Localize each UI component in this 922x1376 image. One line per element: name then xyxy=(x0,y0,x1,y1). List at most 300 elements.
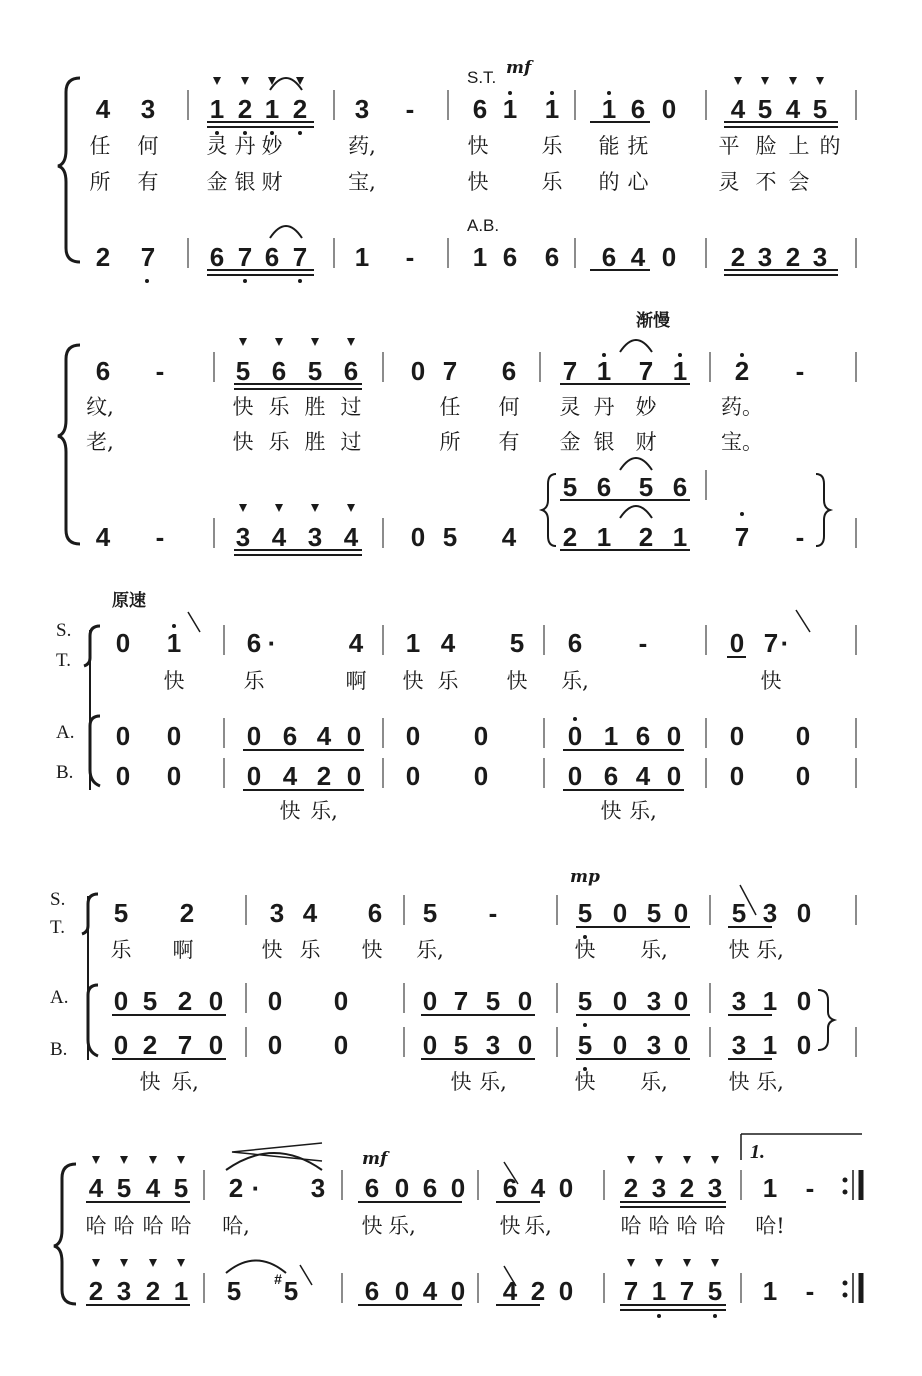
jianpu-note: 0 xyxy=(115,761,131,791)
jianpu-note: - xyxy=(405,94,415,124)
jianpu-note: 2 xyxy=(530,1276,546,1306)
jianpu-note: 0 xyxy=(346,761,362,791)
jianpu-note: - xyxy=(795,356,805,386)
lyric-char: 抚 xyxy=(627,134,649,158)
jianpu-note: 7 xyxy=(638,356,654,386)
voice-label-t: T. xyxy=(56,650,71,671)
jianpu-note: 3 xyxy=(354,94,370,124)
voice-label-t: T. xyxy=(50,917,65,938)
jianpu-note: 0 xyxy=(473,761,489,791)
jianpu-note: 0 xyxy=(673,898,689,928)
voice-label-b: B. xyxy=(56,762,74,783)
jianpu-note: - xyxy=(488,898,498,928)
jianpu-note: 5 xyxy=(226,1276,242,1306)
jianpu-note: 0 xyxy=(208,986,224,1016)
jianpu-note: 1 xyxy=(544,94,560,124)
jianpu-note: 0 xyxy=(394,1173,410,1203)
jianpu-note: 6 xyxy=(367,898,383,928)
jianpu-note: 3 xyxy=(310,1173,326,1203)
jianpu-note: 1 xyxy=(596,356,612,386)
lyric-char: 哈, xyxy=(222,1214,250,1238)
jianpu-note: 7 xyxy=(453,986,469,1016)
lyric-char: 会 xyxy=(788,170,810,194)
lyrics-verse-2 xyxy=(90,170,810,194)
jianpu-note: 3 xyxy=(235,522,251,552)
jianpu-note: 0 xyxy=(450,1276,466,1306)
jianpu-note: 6 xyxy=(635,721,651,751)
jianpu-note: 0 xyxy=(729,721,745,751)
jianpu-note: 4 xyxy=(302,898,318,928)
lyric-char: 快 xyxy=(361,938,383,962)
jianpu-note: 1 xyxy=(166,628,182,658)
jianpu-note: 4 xyxy=(440,628,456,658)
jianpu-note: 1 xyxy=(762,986,778,1016)
dynamic-mp: mp xyxy=(570,867,600,887)
lyric-char: 乐 xyxy=(243,669,265,693)
jianpu-note: 0 xyxy=(673,1030,689,1060)
jianpu-note: 2 xyxy=(623,1173,639,1203)
lyric-char: 快 xyxy=(139,1070,161,1094)
jianpu-note: 1 xyxy=(672,522,688,552)
jianpu-note: 2 xyxy=(177,986,193,1016)
jianpu-note: 0 xyxy=(567,721,583,751)
lyric-char: 任 xyxy=(439,395,461,419)
divisi-bottom-notes xyxy=(563,522,687,552)
jianpu-note: 0 xyxy=(795,721,811,751)
jianpu-note: 0 xyxy=(405,761,421,791)
lyric-char: 平 xyxy=(718,134,740,158)
ab-lyrics-3 xyxy=(280,799,657,823)
jianpu-note: 0 xyxy=(729,761,745,791)
jianpu-note: 0 xyxy=(333,1030,349,1060)
upper-notes-1 xyxy=(96,94,827,124)
ab-lyrics-4 xyxy=(140,1070,784,1094)
lyric-char: 快 xyxy=(163,669,185,693)
jianpu-note: 6 xyxy=(364,1173,380,1203)
jianpu-note: 2 xyxy=(562,522,578,552)
lyric-char: 乐 xyxy=(299,938,321,962)
jianpu-note: 0 xyxy=(346,721,362,751)
jianpu-note: 4 xyxy=(785,94,801,124)
jianpu-note: - xyxy=(155,356,165,386)
alto-notes-4 xyxy=(114,986,811,1016)
jianpu-note: 1 xyxy=(354,242,370,272)
jianpu-note: 6 xyxy=(246,628,262,658)
bass-notes-4 xyxy=(114,1030,811,1060)
jianpu-note: 0 xyxy=(267,986,283,1016)
st-lyrics-3 xyxy=(164,669,782,693)
lyric-char: 灵 xyxy=(206,134,228,158)
jianpu-note: 4 xyxy=(95,522,111,552)
jianpu-note: 2 xyxy=(145,1276,161,1306)
jianpu-note: 0 xyxy=(558,1173,574,1203)
lyric-char: 乐, xyxy=(640,938,668,962)
jianpu-note: 6 xyxy=(603,761,619,791)
lyric-char: 哈 xyxy=(142,1214,164,1238)
jianpu-note: 2 xyxy=(638,522,654,552)
lyric-char: 啊 xyxy=(172,938,194,962)
jianpu-note: 6 xyxy=(95,356,111,386)
jianpu-note: 0 xyxy=(246,721,262,751)
lyric-char: 灵 xyxy=(718,170,740,194)
lyric-char: 过 xyxy=(340,430,362,454)
jianpu-note: 0 xyxy=(166,761,182,791)
lyric-char: 何 xyxy=(498,395,520,419)
jianpu-note: 4 xyxy=(271,522,287,552)
lyric-char: 快 xyxy=(232,430,254,454)
accent-marks-5 xyxy=(92,1156,848,1318)
lyric-char: 有 xyxy=(137,170,159,194)
lyric-char: 快 xyxy=(506,669,528,693)
jianpu-note: 0 xyxy=(612,986,628,1016)
jianpu-note: 0 xyxy=(567,761,583,791)
lyric-char: 药。 xyxy=(721,395,763,419)
jianpu-note: 4 xyxy=(635,761,651,791)
jianpu-note: 5 xyxy=(235,356,251,386)
jianpu-note: - xyxy=(405,242,415,272)
jianpu-note: 0 xyxy=(405,721,421,751)
jianpu-note: 1 xyxy=(762,1173,778,1203)
jianpu-note: 4 xyxy=(88,1173,104,1203)
lyric-char: 乐, xyxy=(524,1214,552,1238)
jianpu-note: 5 xyxy=(116,1173,132,1203)
jianpu-note: 1 xyxy=(672,356,688,386)
jianpu-note: 3 xyxy=(757,242,773,272)
jianpu-note: 0 xyxy=(473,721,489,751)
volta-ending-1: 1. xyxy=(750,1141,765,1163)
jianpu-note: 6 xyxy=(601,242,617,272)
st-notes-3 xyxy=(116,628,790,658)
jianpu-note: 0 xyxy=(673,986,689,1016)
jianpu-note: 0 xyxy=(115,628,131,658)
lyric-char: 乐 xyxy=(437,669,459,693)
jianpu-note: 3 xyxy=(485,1030,501,1060)
jianpu-note: 6 xyxy=(364,1276,380,1306)
jianpu-note: 4 xyxy=(343,522,359,552)
jianpu-note: 0 xyxy=(394,1276,410,1306)
lyric-char: 丹 xyxy=(234,134,256,158)
jianpu-note: 5 xyxy=(577,1030,593,1060)
jianpu-note: · xyxy=(780,628,790,658)
jianpu-note: 5 xyxy=(562,472,578,502)
jianpu-note: 1 xyxy=(472,242,488,272)
jianpu-note: 0 xyxy=(267,1030,283,1060)
lyric-char: 金 xyxy=(559,430,581,454)
lyric-char: 财 xyxy=(635,430,657,454)
jianpu-note: 5 xyxy=(453,1030,469,1060)
jianpu-note: 3 xyxy=(646,1030,662,1060)
lyric-char: 乐, xyxy=(640,1070,668,1094)
lyric-char: 乐 xyxy=(268,395,290,419)
jianpu-note: 3 xyxy=(269,898,285,928)
jianpu-note: 0 xyxy=(166,721,182,751)
lyric-char: 何 xyxy=(137,134,159,158)
jianpu-note: 2 xyxy=(88,1276,104,1306)
jianpu-note: 4 xyxy=(530,1173,546,1203)
jianpu-note: 1 xyxy=(596,522,612,552)
jianpu-note: 0 xyxy=(558,1276,574,1306)
jianpu-note: 2 xyxy=(142,1030,158,1060)
jianpu-note: 2 xyxy=(95,242,111,272)
dynamic-mf: mf xyxy=(362,1149,388,1169)
jianpu-note: 0 xyxy=(612,1030,628,1060)
jianpu-note: 2 xyxy=(316,761,332,791)
jianpu-note: 6 xyxy=(343,356,359,386)
jianpu-note: 0 xyxy=(796,986,812,1016)
lyric-char: 快 xyxy=(467,170,489,194)
jianpu-note: 0 xyxy=(517,986,533,1016)
jianpu-note: 0 xyxy=(796,1030,812,1060)
jianpu-note: 5 xyxy=(113,898,129,928)
jianpu-note: 0 xyxy=(113,986,129,1016)
jianpu-note: 7 xyxy=(679,1276,695,1306)
jianpu-note: 6 xyxy=(209,242,225,272)
jianpu-note: 7 xyxy=(237,242,253,272)
voice-label-a: A. xyxy=(50,987,69,1008)
jianpu-note: 7 xyxy=(292,242,308,272)
jianpu-note: 6 xyxy=(422,1173,438,1203)
jianpu-note: 0 xyxy=(612,898,628,928)
jianpu-note: 6 xyxy=(282,721,298,751)
jianpu-note: 6 xyxy=(472,94,488,124)
lyric-char: 灵 xyxy=(559,395,581,419)
lyric-char: 乐, xyxy=(479,1070,507,1094)
jianpu-note: 1 xyxy=(762,1276,778,1306)
jianpu-note: 4 xyxy=(282,761,298,791)
lower-notes-5 xyxy=(89,1271,815,1306)
jianpu-note: 0 xyxy=(410,356,426,386)
jianpu-note: 5 xyxy=(638,472,654,502)
jianpu-note: 1 xyxy=(651,1276,667,1306)
jianpu-note: 3 xyxy=(812,242,828,272)
lyric-char: 快 xyxy=(232,395,254,419)
jianpu-note: 7 xyxy=(623,1276,639,1306)
lyrics-verse-2 xyxy=(86,430,763,454)
lyric-char: 财 xyxy=(261,170,283,194)
lyric-char: 快 xyxy=(499,1214,521,1238)
jianpu-note: 1 xyxy=(209,94,225,124)
lyric-char: 哈! xyxy=(755,1214,785,1238)
jianpu-note: 0 xyxy=(410,522,426,552)
lower-notes-2 xyxy=(96,522,805,552)
lyric-char: 快 xyxy=(600,799,622,823)
jianpu-note: 5 xyxy=(173,1173,189,1203)
lyric-char: 丹 xyxy=(593,395,615,419)
jianpu-note: 0 xyxy=(113,1030,129,1060)
jianpu-note: - xyxy=(805,1276,815,1306)
lyric-char: 纹, xyxy=(86,395,114,419)
voice-label-a: A. xyxy=(56,722,75,743)
lyric-char: 乐 xyxy=(541,170,563,194)
jianpu-note: 7 xyxy=(442,356,458,386)
jianpu-note: 5 xyxy=(485,986,501,1016)
lyric-char: 宝, xyxy=(348,170,376,194)
jianpu-note: 5 xyxy=(707,1276,723,1306)
lyric-char: 所 xyxy=(89,170,111,194)
lyric-char: 的 xyxy=(819,134,841,158)
jianpu-note: 0 xyxy=(661,94,677,124)
jianpu-note: 6 xyxy=(502,242,518,272)
lyric-char: 妙 xyxy=(635,395,657,419)
jianpu-note: 4 xyxy=(630,242,646,272)
lyric-char: 快 xyxy=(574,1070,596,1094)
lyric-char: 脸 xyxy=(755,134,777,158)
sharp-sign: # xyxy=(274,1271,282,1287)
jianpu-note: 2 xyxy=(179,898,195,928)
jianpu-note: 2 xyxy=(785,242,801,272)
jianpu-note: 0 xyxy=(666,721,682,751)
jianpu-note: 3 xyxy=(707,1173,723,1203)
lyric-char: 快 xyxy=(728,1070,750,1094)
jianpu-note: 4 xyxy=(95,94,111,124)
jianpu-note: 2 xyxy=(292,94,308,124)
jianpu-note: 0 xyxy=(246,761,262,791)
lyric-char: 乐, xyxy=(756,1070,784,1094)
lyrics-verse-1 xyxy=(86,395,763,419)
upper-notes-2 xyxy=(96,356,805,386)
lyric-char: 乐, xyxy=(388,1214,416,1238)
jianpu-note: - xyxy=(638,628,648,658)
lyric-char: 哈 xyxy=(648,1214,670,1238)
jianpu-note: 1 xyxy=(603,721,619,751)
lyric-char: 的 xyxy=(598,170,620,194)
lyric-char: 快 xyxy=(402,669,424,693)
jianpu-note: 5 xyxy=(509,628,525,658)
jianpu-note: - xyxy=(155,522,165,552)
upper-notes-5 xyxy=(89,1173,815,1203)
jianpu-note: 5 xyxy=(646,898,662,928)
lyric-char: 快 xyxy=(450,1070,472,1094)
jianpu-note: 7 xyxy=(177,1030,193,1060)
st-lyrics-4 xyxy=(111,938,784,962)
lyric-char: 哈 xyxy=(85,1214,107,1238)
jianpu-note: 5 xyxy=(757,94,773,124)
ab-label: A.B. xyxy=(467,216,500,235)
jianpu-note: 0 xyxy=(661,242,677,272)
jianpu-note: 1 xyxy=(502,94,518,124)
jianpu-note: 3 xyxy=(731,1030,747,1060)
divisi-top-notes xyxy=(563,472,687,502)
jianpu-note: 6 xyxy=(630,94,646,124)
tempo-rit: 渐慢 xyxy=(636,311,670,331)
jianpu-note: 3 xyxy=(731,986,747,1016)
lyric-char: 能 xyxy=(598,134,620,158)
jianpu-note: 0 xyxy=(517,1030,533,1060)
lyric-char: 上 xyxy=(788,134,810,158)
jianpu-note: 2 xyxy=(734,356,750,386)
jianpu-note: 4 xyxy=(145,1173,161,1203)
jianpu-note: 5 xyxy=(142,986,158,1016)
jianpu-note: 0 xyxy=(795,761,811,791)
jianpu-note: 3 xyxy=(307,522,323,552)
jianpu-note: 2 xyxy=(679,1173,695,1203)
jianpu-note: · xyxy=(251,1173,261,1203)
lyric-char: 哈 xyxy=(676,1214,698,1238)
lyric-char: 银 xyxy=(593,430,615,454)
jianpu-note: 3 xyxy=(140,94,156,124)
jianpu-note: 3 xyxy=(762,898,778,928)
jianpu-note: 2 xyxy=(730,242,746,272)
jianpu-note: 6 xyxy=(672,472,688,502)
jianpu-note: 0 xyxy=(729,628,745,658)
lyric-char: 啊 xyxy=(345,669,367,693)
lyric-char: 乐, xyxy=(416,938,444,962)
jianpu-note: 0 xyxy=(450,1173,466,1203)
jianpu-note: 3 xyxy=(646,986,662,1016)
jianpu-note: 5 xyxy=(422,898,438,928)
lyric-char: 金 xyxy=(206,170,228,194)
jianpu-note: 7 xyxy=(140,242,156,272)
jianpu-note: 5 xyxy=(731,898,747,928)
voice-label-b: B. xyxy=(50,1039,68,1060)
jianpu-note: 7 xyxy=(562,356,578,386)
lyric-char: 胜 xyxy=(304,395,326,419)
lyric-char: 胜 xyxy=(304,430,326,454)
jianpu-note: 6 xyxy=(501,356,517,386)
lyric-char: 乐, xyxy=(310,799,338,823)
jianpu-note: 0 xyxy=(333,986,349,1016)
jianpu-note: - xyxy=(805,1173,815,1203)
jianpu-note: 4 xyxy=(501,522,517,552)
lyric-char: 妙 xyxy=(261,134,283,158)
lyric-char: 快 xyxy=(760,669,782,693)
jianpu-note: 3 xyxy=(116,1276,132,1306)
jianpu-note: 0 xyxy=(208,1030,224,1060)
jianpu-note: 2 xyxy=(237,94,253,124)
jianpu-note: 6 xyxy=(567,628,583,658)
lyric-char: 乐, xyxy=(171,1070,199,1094)
lyric-char: 哈 xyxy=(170,1214,192,1238)
lyric-char: 快 xyxy=(574,938,596,962)
jianpu-note: 4 xyxy=(502,1276,518,1306)
jianpu-note: 0 xyxy=(115,721,131,751)
lyric-char: 老, xyxy=(86,430,114,454)
jianpu-note: 3 xyxy=(651,1173,667,1203)
lyric-char: 哈 xyxy=(113,1214,135,1238)
lyric-char: 快 xyxy=(279,799,301,823)
jianpu-note: 4 xyxy=(348,628,364,658)
jianpu-note: 4 xyxy=(316,721,332,751)
jianpu-note: 1 xyxy=(601,94,617,124)
lyric-char: 乐 xyxy=(110,938,132,962)
jianpu-note: · xyxy=(267,628,277,658)
jianpu-note: 5 xyxy=(577,986,593,1016)
jianpu-note: 6 xyxy=(502,1173,518,1203)
lyric-char: 快 xyxy=(467,134,489,158)
jianpu-note: 0 xyxy=(666,761,682,791)
voice-label-s: S. xyxy=(50,889,66,910)
lyric-char: 快 xyxy=(361,1214,383,1238)
jianpu-note: 1 xyxy=(762,1030,778,1060)
lyric-char: 过 xyxy=(340,395,362,419)
lyric-char: 宝。 xyxy=(721,430,763,454)
tempo-a-tempo: 原速 xyxy=(112,591,146,611)
lyric-char: 银 xyxy=(234,170,256,194)
lyrics-5 xyxy=(86,1214,785,1238)
lyric-char: 有 xyxy=(498,430,520,454)
lyric-char: 快 xyxy=(261,938,283,962)
jianpu-note: 1 xyxy=(264,94,280,124)
lyric-char: 药, xyxy=(348,134,376,158)
jianpu-note: 1 xyxy=(173,1276,189,1306)
jianpu-note: 5 xyxy=(283,1276,299,1306)
lyric-char: 乐, xyxy=(756,938,784,962)
jianpu-note: 1 xyxy=(405,628,421,658)
jianpu-note: 0 xyxy=(422,986,438,1016)
jianpu-note: 6 xyxy=(596,472,612,502)
lyrics-verse-1 xyxy=(90,134,841,158)
jianpu-note: 6 xyxy=(544,242,560,272)
